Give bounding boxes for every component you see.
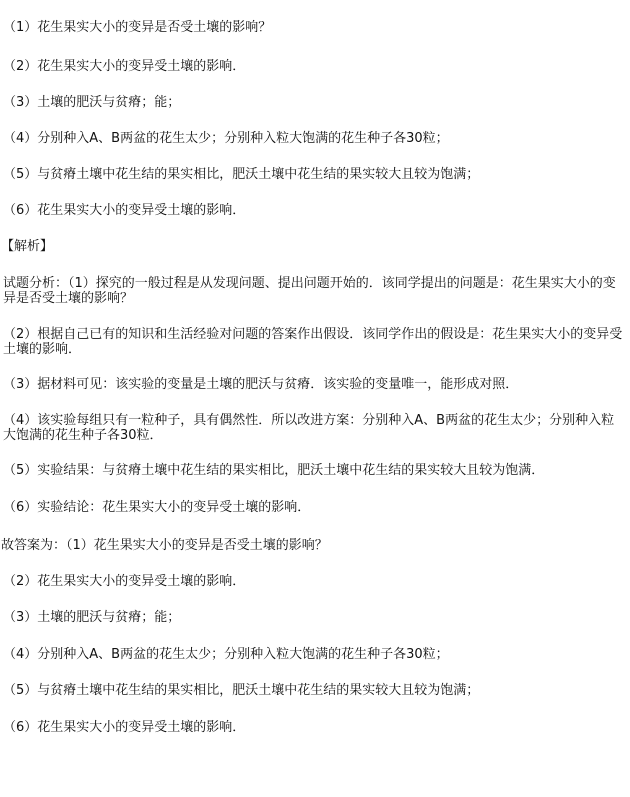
analysis-paragraph-4: （4）该实验每组只有一粒种子，具有偶然性．所以改进方案：分别种入A、B两盆的花生太少；分别种入粒大饱满的花生种子各30粒． bbox=[3, 413, 615, 443]
answer-line-1: （1）花生果实大小的变异是否受土壤的影响？ bbox=[3, 20, 272, 35]
final-answer-line-5: （5）与贫瘠土壤中花生结的果实相比，肥沃土壤中花生结的果实较大且较为饱满； bbox=[3, 683, 480, 698]
final-answer-line-4: （4）分别种入A、B两盆的花生太少；分别种入粒大饱满的花生种子各30粒； bbox=[3, 647, 449, 662]
answer-line-3: （3）土壤的肥沃与贫瘠；能； bbox=[3, 95, 181, 110]
answer-line-2: （2）花生果实大小的变异受土壤的影响． bbox=[3, 59, 246, 74]
analysis-paragraph-1: 试题分析：（1）探究的一般过程是从发现问题、提出问题开始的．该同学提出的问题是：花生果实大小的变异是否受土壤的影响？ bbox=[3, 276, 616, 306]
analysis-paragraph-5: （5）实验结果：与贫瘠土壤中花生结的果实相比，肥沃土壤中花生结的果实较大且较为饱满． bbox=[3, 463, 545, 478]
analysis-heading: 【解析】 bbox=[1, 239, 54, 254]
final-answer-line-1: 故答案为：（1）花生果实大小的变异是否受土壤的影响？ bbox=[1, 538, 328, 553]
final-answer-line-3: （3）土壤的肥沃与贫瘠；能； bbox=[3, 610, 181, 625]
analysis-paragraph-2: （2）根据自己已有的知识和生活经验对问题的答案作出假设．该同学作出的假设是：花生果实大小的变异受土壤的影响． bbox=[3, 327, 623, 357]
answer-line-6: （6）花生果实大小的变异受土壤的影响． bbox=[3, 203, 246, 218]
analysis-paragraph-3: （3）据材料可见：该实验的变量是土壤的肥沃与贫瘠．该实验的变量唯一，能形成对照． bbox=[3, 377, 519, 392]
answer-line-5: （5）与贫瘠土壤中花生结的果实相比，肥沃土壤中花生结的果实较大且较为饱满； bbox=[3, 167, 480, 182]
final-answer-line-2: （2）花生果实大小的变异受土壤的影响． bbox=[3, 574, 246, 589]
analysis-paragraph-6: （6）实验结论：花生果实大小的变异受土壤的影响． bbox=[3, 500, 311, 515]
final-answer-line-6: （6）花生果实大小的变异受土壤的影响． bbox=[3, 720, 246, 735]
answer-line-4: （4）分别种入A、B两盆的花生太少；分别种入粒大饱满的花生种子各30粒； bbox=[3, 131, 449, 146]
